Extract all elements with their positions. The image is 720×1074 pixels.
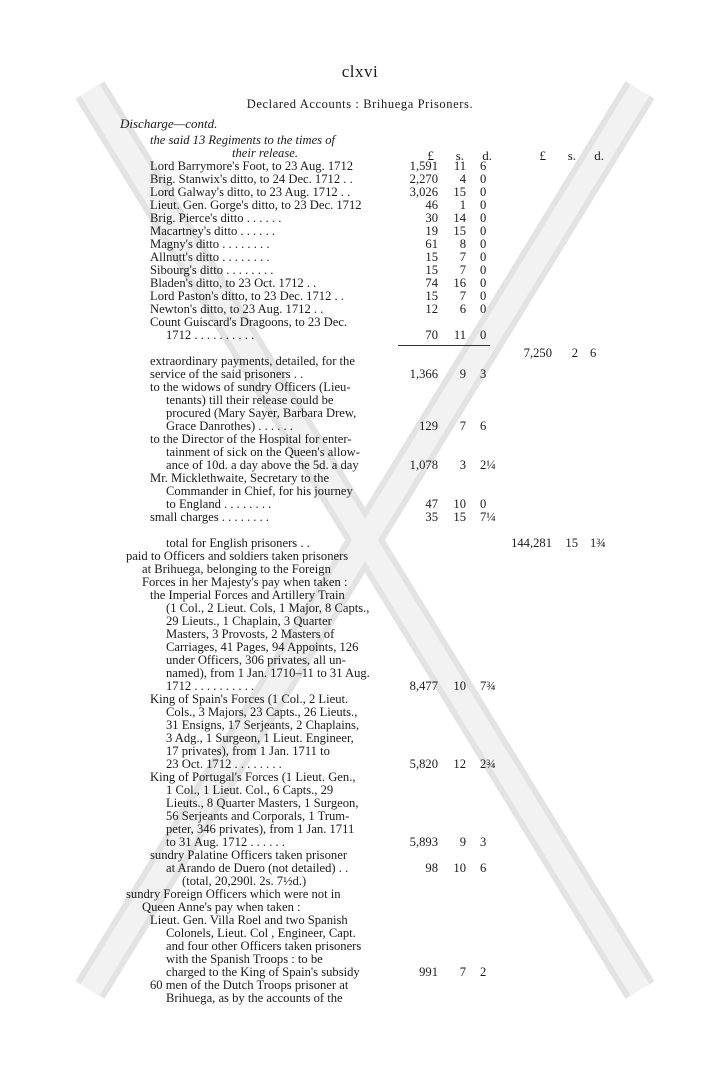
amount-pence: 0 xyxy=(480,289,487,303)
amount-shillings: 4 xyxy=(459,172,466,186)
amount-pence: 0 xyxy=(480,328,487,342)
col-head-pounds-2: £ xyxy=(539,148,546,163)
amount-pence: 0 xyxy=(480,250,487,264)
amount-shillings: 8 xyxy=(459,237,466,251)
account-line: 1712 . . . . . . . . . . xyxy=(166,328,255,342)
total-pounds: 144,281 xyxy=(511,536,552,550)
account-line: Count Guiscard's Dragoons, to 23 Dec. xyxy=(150,315,348,329)
account-line: Newton's ditto, to 23 Aug. 1712 . . xyxy=(150,302,324,316)
account-line: their release. xyxy=(232,146,298,160)
account-line: Forces in her Majesty's pay when taken : xyxy=(142,575,348,589)
account-line: tainment of sick on the Queen's allow- xyxy=(166,445,360,459)
amount-shillings: 14 xyxy=(453,211,466,225)
total-pounds: 7,250 xyxy=(523,346,552,360)
account-line: Lieut. Gen. Gorge's ditto, to 23 Dec. 1712 xyxy=(150,198,362,212)
amount-pence: 0 xyxy=(480,497,487,511)
account-line: (total, 20,290l. 2s. 7½d.) xyxy=(182,874,307,888)
account-line: Brig. Pierce's ditto . . . . . . xyxy=(150,211,282,225)
total-shillings: 2 xyxy=(571,346,578,360)
account-line: Queen Anne's pay when taken : xyxy=(142,900,301,914)
amount-pence: 7¼ xyxy=(480,510,496,524)
amount-pounds: 15 xyxy=(425,250,438,264)
amount-shillings: 7 xyxy=(459,263,466,277)
amount-pence: 2¾ xyxy=(480,757,496,771)
amount-shillings: 7 xyxy=(459,419,466,433)
amount-pence: 0 xyxy=(480,276,487,290)
amount-shillings: 1 xyxy=(459,198,466,212)
amount-pounds: 47 xyxy=(425,497,438,511)
page-number: clxvi xyxy=(341,62,379,81)
account-line: procured (Mary Sayer, Barbara Drew, xyxy=(166,406,357,420)
amount-shillings: 7 xyxy=(459,965,466,979)
account-line: at Brihuega, belonging to the Foreign xyxy=(142,562,331,576)
amount-pence: 0 xyxy=(480,263,487,277)
amount-pence: 0 xyxy=(480,172,487,186)
account-line: 29 Lieuts., 1 Chaplain, 3 Quarter xyxy=(166,614,332,628)
amount-pounds: 5,893 xyxy=(409,835,438,849)
amount-shillings: 10 xyxy=(453,497,466,511)
account-line: the said 13 Regiments to the times of xyxy=(150,133,336,147)
amount-shillings: 7 xyxy=(459,289,466,303)
col-head-pence-2: d. xyxy=(594,148,604,163)
total-shillings: 15 xyxy=(565,536,578,550)
amount-pounds: 1,078 xyxy=(409,458,438,472)
account-line: small charges . . . . . . . . xyxy=(150,510,270,524)
account-line: sundry Foreign Officers which were not in xyxy=(126,887,341,901)
account-line: under Officers, 306 privates, all un- xyxy=(166,653,346,667)
account-line: Commander in Chief, for his journey xyxy=(166,484,353,498)
account-line: named), from 1 Jan. 1710–11 to 31 Aug. xyxy=(166,666,370,680)
discharge-subheading: Discharge—contd. xyxy=(120,116,218,131)
amount-pence: 2 xyxy=(480,965,487,979)
amount-pounds: 46 xyxy=(425,198,438,212)
amount-shillings: 15 xyxy=(453,224,466,238)
account-line: service of the said prisoners . . xyxy=(150,367,304,381)
account-line: 1712 . . . . . . . . . . xyxy=(166,679,255,693)
account-line: Sibourg's ditto . . . . . . . . xyxy=(150,263,274,277)
account-line: extraordinary payments, detailed, for the xyxy=(150,354,355,368)
account-line: Brig. Stanwix's ditto, to 24 Dec. 1712 . . xyxy=(150,172,353,186)
col-head-pence: d. xyxy=(482,148,492,163)
amount-pence: 7¾ xyxy=(480,679,496,693)
account-line: the Imperial Forces and Artillery Train xyxy=(150,588,345,602)
amount-pence: 3 xyxy=(480,367,487,381)
total-pence: 1¾ xyxy=(590,536,606,550)
amount-pence: 0 xyxy=(480,198,487,212)
amount-pounds: 61 xyxy=(425,237,438,251)
account-line: to the widows of sundry Officers (Lieu- xyxy=(150,380,351,394)
account-line: total for English prisoners . . xyxy=(166,536,310,550)
amount-pounds: 19 xyxy=(425,224,438,238)
amount-shillings: 9 xyxy=(459,835,466,849)
amount-pounds: 35 xyxy=(425,510,438,524)
amount-pounds: 1,366 xyxy=(409,367,438,381)
amount-pence: 0 xyxy=(480,185,487,199)
amount-pounds: 74 xyxy=(425,276,438,290)
account-line: Lieuts., 8 Quarter Masters, 1 Surgeon, xyxy=(166,796,359,810)
account-line: 3 Adg., 1 Surgeon, 1 Lieut. Engineer, xyxy=(166,731,354,745)
account-line: Allnutt's ditto . . . . . . . . xyxy=(150,250,270,264)
amount-pounds: 129 xyxy=(419,419,438,433)
account-line: 17 privates), from 1 Jan. 1711 to xyxy=(166,744,330,758)
account-line: and four other Officers taken prisoners xyxy=(166,939,362,953)
account-line: Magny's ditto . . . . . . . . xyxy=(150,237,270,251)
amount-pence: 2¼ xyxy=(480,458,496,472)
account-line: to England . . . . . . . . xyxy=(166,497,272,511)
account-line: tenants) till their release could be xyxy=(166,393,334,407)
col-head-pounds: £ xyxy=(427,148,434,163)
amount-pence: 6 xyxy=(480,419,487,433)
account-line: Cols., 3 Majors, 23 Capts., 26 Lieuts., xyxy=(166,705,358,719)
amount-pence: 3 xyxy=(480,835,487,849)
amount-pence: 0 xyxy=(480,224,487,238)
account-line: Brihuega, as by the accounts of the xyxy=(166,991,343,1005)
subtotal-rule xyxy=(398,345,490,346)
account-line: Lieut. Gen. Villa Roel and two Spanish xyxy=(150,913,348,927)
amount-pounds: 70 xyxy=(425,328,438,342)
amount-shillings: 3 xyxy=(459,458,466,472)
amount-pounds: 5,820 xyxy=(409,757,438,771)
account-line: 56 Serjeants and Corporals, 1 Trum- xyxy=(166,809,350,823)
account-line: sundry Palatine Officers taken prisoner xyxy=(150,848,348,862)
amount-shillings: 12 xyxy=(453,757,466,771)
account-line: 60 men of the Dutch Troops prisoner at xyxy=(150,978,349,992)
amount-shillings: 11 xyxy=(453,159,466,173)
amount-pence: 0 xyxy=(480,302,487,316)
amount-shillings: 9 xyxy=(459,367,466,381)
account-line: ance of 10d. a day above the 5d. a day xyxy=(166,458,359,472)
account-line: Macartney's ditto . . . . . . xyxy=(150,224,276,238)
account-line: King of Portugal's Forces (1 Lieut. Gen., xyxy=(150,770,356,784)
amount-pounds: 15 xyxy=(425,263,438,277)
amount-shillings: 10 xyxy=(453,861,466,875)
account-line: with the Spanish Troops : to be xyxy=(166,952,323,966)
page-header: Declared Accounts : Brihuega Prisoners. xyxy=(246,97,474,111)
account-line: 23 Oct. 1712 . . . . . . . . xyxy=(166,757,282,771)
amount-pounds: 8,477 xyxy=(409,679,438,693)
amount-shillings: 15 xyxy=(453,185,466,199)
account-line: Lord Paston's ditto, to 23 Dec. 1712 . . xyxy=(150,289,344,303)
amount-pence: 0 xyxy=(480,211,487,225)
amount-pounds: 30 xyxy=(425,211,438,225)
account-line: Colonels, Lieut. Col , Engineer, Capt. xyxy=(166,926,356,940)
amount-shillings: 15 xyxy=(453,510,466,524)
account-line: 31 Ensigns, 17 Serjeants, 2 Chaplains, xyxy=(166,718,360,732)
col-head-shillings-2: s. xyxy=(567,148,576,163)
amount-pence: 6 xyxy=(480,159,487,173)
account-line: Lord Galway's ditto, to 23 Aug. 1712 . . xyxy=(150,185,351,199)
account-line: Lord Barrymore's Foot, to 23 Aug. 1712 xyxy=(150,159,354,173)
amount-pounds: 12 xyxy=(425,302,438,316)
amount-shillings: 11 xyxy=(453,328,466,342)
amount-pounds: 2,270 xyxy=(409,172,438,186)
account-line: 1 Col., 1 Lieut. Col., 6 Capts., 29 xyxy=(166,783,334,797)
account-line: paid to Officers and soldiers taken prisoners xyxy=(126,549,349,563)
amount-pounds: 991 xyxy=(419,965,438,979)
account-line: Masters, 3 Provosts, 2 Masters of xyxy=(166,627,335,641)
account-line: peter, 346 privates), from 1 Jan. 1711 xyxy=(166,822,355,836)
account-line: at Arando de Duero (not detailed) . . xyxy=(166,861,349,875)
amount-shillings: 16 xyxy=(453,276,466,290)
account-line: Bladen's ditto, to 23 Oct. 1712 . . xyxy=(150,276,317,290)
account-line: Grace Danrothes) . . . . . . xyxy=(166,419,293,433)
account-line: charged to the King of Spain's subsidy xyxy=(166,965,360,979)
account-line: to 31 Aug. 1712 . . . . . . xyxy=(166,835,285,849)
amount-pounds: 1,591 xyxy=(409,159,438,173)
amount-pounds: 3,026 xyxy=(409,185,438,199)
amount-shillings: 7 xyxy=(459,250,466,264)
account-line: King of Spain's Forces (1 Col., 2 Lieut. xyxy=(150,692,349,706)
account-line: Carriages, 41 Pages, 94 Appoints, 126 xyxy=(166,640,359,654)
amount-shillings: 10 xyxy=(453,679,466,693)
account-line: (1 Col., 2 Lieut. Cols, 1 Major, 8 Capts., xyxy=(166,601,370,615)
total-pence: 6 xyxy=(590,346,597,360)
amount-pounds: 15 xyxy=(425,289,438,303)
col-head-shillings: s. xyxy=(455,148,464,163)
amount-shillings: 6 xyxy=(459,302,466,316)
account-line: Mr. Micklethwaite, Secretary to the xyxy=(150,471,330,485)
account-line: to the Director of the Hospital for enter- xyxy=(150,432,352,446)
amount-pence: 0 xyxy=(480,237,487,251)
amount-pence: 6 xyxy=(480,861,487,875)
amount-pounds: 98 xyxy=(425,861,438,875)
